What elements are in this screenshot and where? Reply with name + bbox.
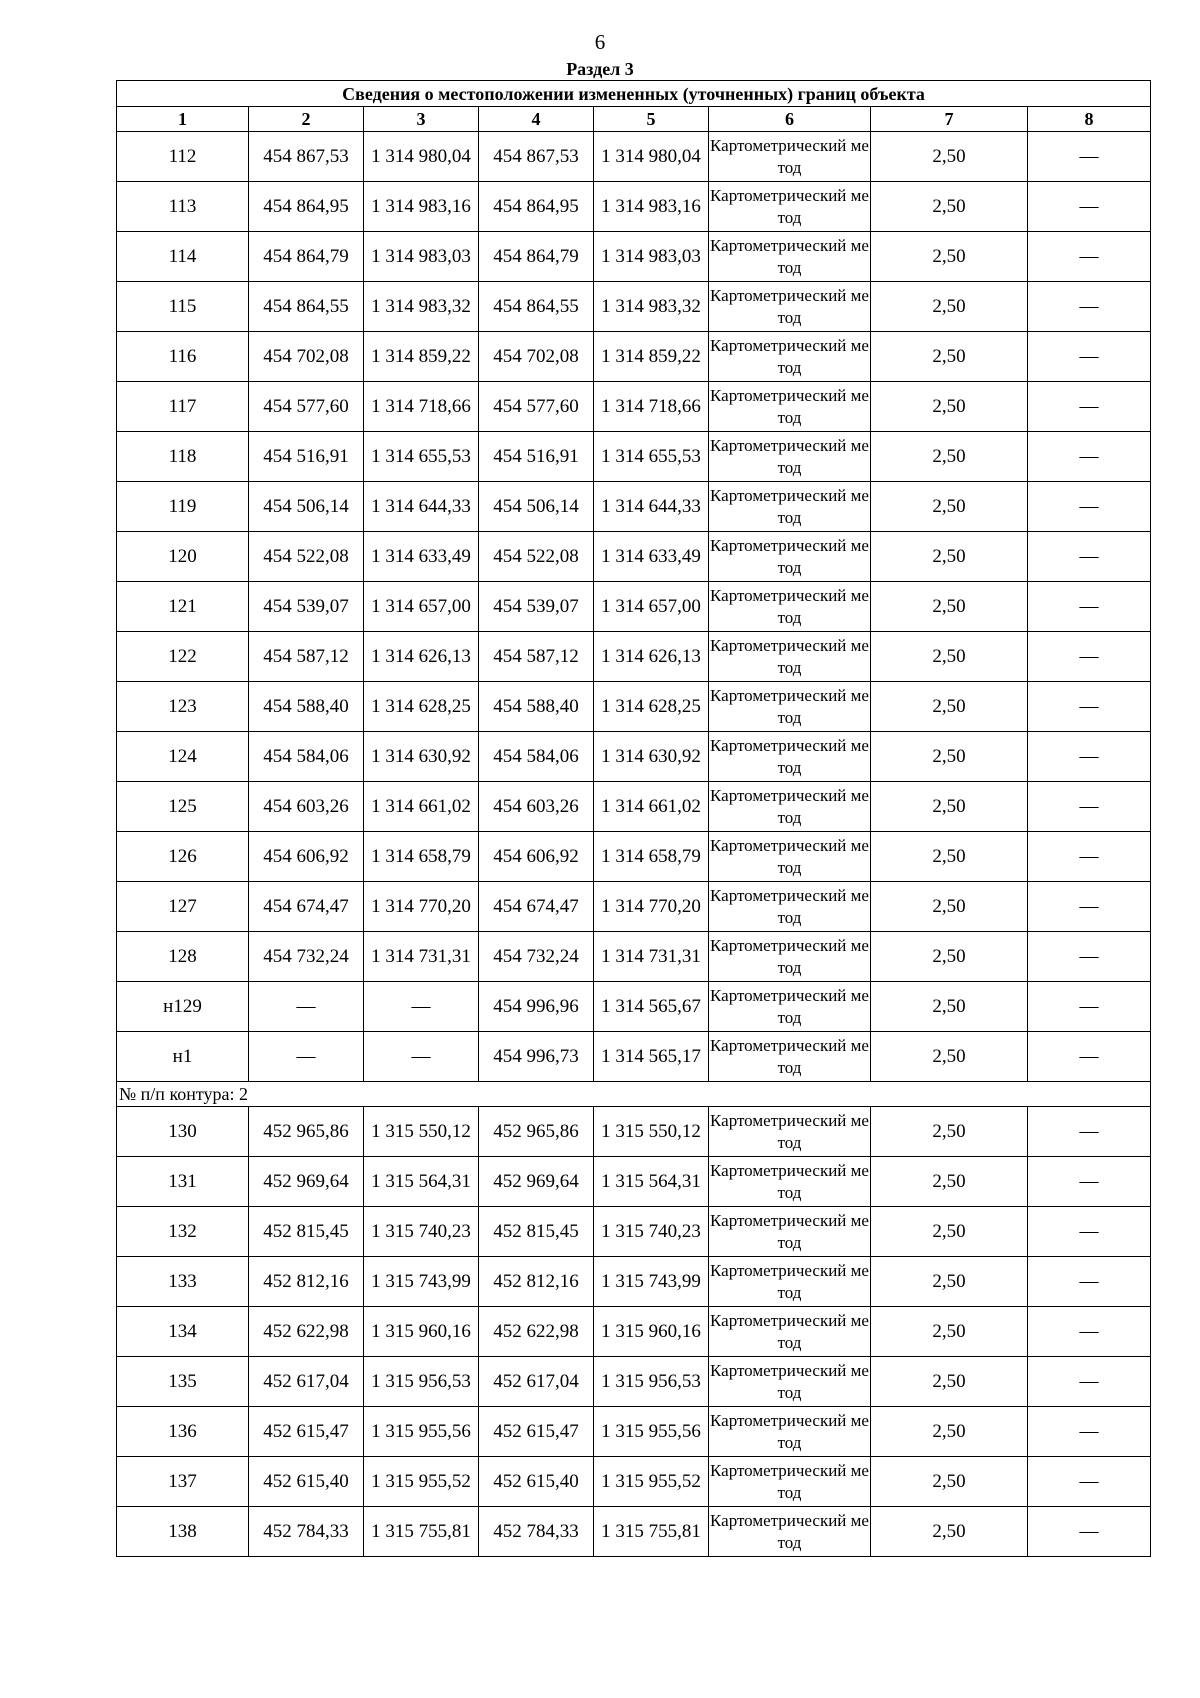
table-cell-col1: 112 <box>117 132 249 182</box>
table-cell-col3: 1 314 983,03 <box>364 232 479 282</box>
table-cell-col8: — <box>1028 1257 1151 1307</box>
table-cell-col3: 1 314 661,02 <box>364 782 479 832</box>
column-header: 3 <box>364 107 479 132</box>
table-row <box>117 782 1151 832</box>
table-cell-col7: 2,50 <box>871 1457 1028 1507</box>
table-cell-col7: 2,50 <box>871 1032 1028 1082</box>
table-row <box>117 482 1151 532</box>
table-cell-col4: 454 864,55 <box>479 282 594 332</box>
table-cell-col8: — <box>1028 482 1151 532</box>
table-cell-col7: 2,50 <box>871 1407 1028 1457</box>
table-cell-col2: 452 815,45 <box>249 1207 364 1257</box>
table-cell-col7: 2,50 <box>871 782 1028 832</box>
table-cell-col4: 452 615,47 <box>479 1407 594 1457</box>
table-cell-col1: н129 <box>117 982 249 1032</box>
table-row <box>117 1357 1151 1407</box>
table-row <box>117 1307 1151 1357</box>
table-cell-col2: 454 539,07 <box>249 582 364 632</box>
table-cell-col6: Картометрический метод <box>709 332 871 382</box>
table-cell-col6: Картометрический метод <box>709 732 871 782</box>
table-cell-col3: 1 314 630,92 <box>364 732 479 782</box>
table-cell-col3: — <box>364 1032 479 1082</box>
table-cell-col1: н1 <box>117 1032 249 1082</box>
table-cell-col3: 1 315 956,53 <box>364 1357 479 1407</box>
table-cell-col1: 135 <box>117 1357 249 1407</box>
table-cell-col2: 452 617,04 <box>249 1357 364 1407</box>
table-cell-col8: — <box>1028 282 1151 332</box>
table-cell-col1: 113 <box>117 182 249 232</box>
table-cell-col8: — <box>1028 1307 1151 1357</box>
table-cell-col6: Картометрический метод <box>709 682 871 732</box>
table-cell-col6: Картометрический метод <box>709 1407 871 1457</box>
table-cell-col2: 452 615,47 <box>249 1407 364 1457</box>
table-cell-col7: 2,50 <box>871 1257 1028 1307</box>
table-cell-col3: 1 314 657,00 <box>364 582 479 632</box>
table-cell-col7: 2,50 <box>871 932 1028 982</box>
table-row <box>117 882 1151 932</box>
table-cell-col8: — <box>1028 682 1151 732</box>
table-cell-col6: Картометрический метод <box>709 882 871 932</box>
table-cell-col5: 1 315 740,23 <box>594 1207 709 1257</box>
table-cell-col6: Картометрический метод <box>709 382 871 432</box>
table-cell-col7: 2,50 <box>871 882 1028 932</box>
column-header: 1 <box>117 107 249 132</box>
table-cell-col5: 1 314 644,33 <box>594 482 709 532</box>
table-cell-col4: 454 996,96 <box>479 982 594 1032</box>
table-cell-col8: — <box>1028 932 1151 982</box>
table-row <box>117 932 1151 982</box>
table-cell-col2: 454 864,95 <box>249 182 364 232</box>
table-cell-col8: — <box>1028 1507 1151 1557</box>
table-cell-col8: — <box>1028 1357 1151 1407</box>
table-cell-col7: 2,50 <box>871 682 1028 732</box>
table-cell-col5: 1 314 983,03 <box>594 232 709 282</box>
table-cell-col3: 1 314 626,13 <box>364 632 479 682</box>
table-cell-col7: 2,50 <box>871 382 1028 432</box>
table-cell-col5: 1 314 626,13 <box>594 632 709 682</box>
table-cell-col4: 454 996,73 <box>479 1032 594 1082</box>
table-cell-col6: Картометрический метод <box>709 1032 871 1082</box>
table-cell-col6: Картометрический метод <box>709 1257 871 1307</box>
table-cell-col5: 1 314 630,92 <box>594 732 709 782</box>
column-header: 5 <box>594 107 709 132</box>
table-cell-col8: — <box>1028 132 1151 182</box>
table-cell-col3: 1 314 633,49 <box>364 532 479 582</box>
table-cell-col2: 454 522,08 <box>249 532 364 582</box>
table-cell-col7: 2,50 <box>871 232 1028 282</box>
table-cell-col8: — <box>1028 382 1151 432</box>
table-cell-col6: Картометрический метод <box>709 632 871 682</box>
contour-label: № п/п контура: 2 <box>117 1082 1151 1107</box>
table-row <box>117 382 1151 432</box>
table-cell-col8: — <box>1028 1032 1151 1082</box>
table-cell-col6: Картометрический метод <box>709 982 871 1032</box>
section-title: Раздел 3 <box>566 59 634 79</box>
column-header-row <box>117 107 1151 132</box>
table-cell-col1: 137 <box>117 1457 249 1507</box>
table-cell-col1: 134 <box>117 1307 249 1357</box>
table-row <box>117 232 1151 282</box>
table-cell-col8: — <box>1028 832 1151 882</box>
table-cell-col4: 452 615,40 <box>479 1457 594 1507</box>
table-cell-col6: Картометрический метод <box>709 582 871 632</box>
table-title: Сведения о местоположении измененных (уточненных) границ объекта <box>117 81 1151 107</box>
table-cell-col8: — <box>1028 532 1151 582</box>
table-cell-col7: 2,50 <box>871 532 1028 582</box>
table-cell-col7: 2,50 <box>871 282 1028 332</box>
table-cell-col8: — <box>1028 982 1151 1032</box>
table-cell-col4: 454 603,26 <box>479 782 594 832</box>
table-cell-col4: 454 539,07 <box>479 582 594 632</box>
table-cell-col3: 1 314 718,66 <box>364 382 479 432</box>
table-row <box>117 682 1151 732</box>
table-row <box>117 332 1151 382</box>
table-cell-col5: 1 314 718,66 <box>594 382 709 432</box>
table-row <box>117 1207 1151 1257</box>
table-cell-col8: — <box>1028 632 1151 682</box>
table-cell-col4: 452 812,16 <box>479 1257 594 1307</box>
table-cell-col2: 454 588,40 <box>249 682 364 732</box>
table-cell-col1: 119 <box>117 482 249 532</box>
table-cell-col1: 133 <box>117 1257 249 1307</box>
table-cell-col7: 2,50 <box>871 332 1028 382</box>
boundary-coordinates-table <box>116 80 1151 1557</box>
table-cell-col6: Картометрический метод <box>709 182 871 232</box>
table-cell-col3: 1 315 955,52 <box>364 1457 479 1507</box>
table-cell-col3: 1 314 983,16 <box>364 182 479 232</box>
table-cell-col1: 136 <box>117 1407 249 1457</box>
table-row <box>117 582 1151 632</box>
table-cell-col2: 454 606,92 <box>249 832 364 882</box>
table-cell-col1: 126 <box>117 832 249 882</box>
table-row <box>117 632 1151 682</box>
table-cell-col2: — <box>249 1032 364 1082</box>
table-cell-col5: 1 315 755,81 <box>594 1507 709 1557</box>
table-cell-col4: 454 587,12 <box>479 632 594 682</box>
table-cell-col7: 2,50 <box>871 182 1028 232</box>
table-cell-col3: 1 314 731,31 <box>364 932 479 982</box>
table-cell-col6: Картометрический метод <box>709 1107 871 1157</box>
table-cell-col5: 1 315 960,16 <box>594 1307 709 1357</box>
table-cell-col1: 128 <box>117 932 249 982</box>
table-cell-col2: 452 784,33 <box>249 1507 364 1557</box>
table-cell-col4: 454 588,40 <box>479 682 594 732</box>
table-cell-col2: — <box>249 982 364 1032</box>
table-cell-col5: 1 315 564,31 <box>594 1157 709 1207</box>
table-cell-col1: 125 <box>117 782 249 832</box>
table-cell-col3: — <box>364 982 479 1032</box>
page-number: 6 <box>594 30 606 54</box>
table-cell-col2: 454 864,55 <box>249 282 364 332</box>
table-cell-col4: 452 969,64 <box>479 1157 594 1207</box>
table-body <box>117 132 1151 1557</box>
table-row <box>117 1257 1151 1307</box>
table-cell-col2: 454 864,79 <box>249 232 364 282</box>
table-cell-col1: 130 <box>117 1107 249 1157</box>
table-cell-col2: 454 506,14 <box>249 482 364 532</box>
table-cell-col7: 2,50 <box>871 432 1028 482</box>
table-cell-col6: Картометрический метод <box>709 532 871 582</box>
table-cell-col7: 2,50 <box>871 1207 1028 1257</box>
table-cell-col5: 1 314 658,79 <box>594 832 709 882</box>
table-cell-col6: Картометрический метод <box>709 1457 871 1507</box>
table-cell-col7: 2,50 <box>871 482 1028 532</box>
table-cell-col1: 127 <box>117 882 249 932</box>
table-cell-col4: 454 506,14 <box>479 482 594 532</box>
table-cell-col4: 454 864,79 <box>479 232 594 282</box>
table-cell-col3: 1 314 658,79 <box>364 832 479 882</box>
table-cell-col2: 454 732,24 <box>249 932 364 982</box>
table-cell-col1: 118 <box>117 432 249 482</box>
table-cell-col5: 1 314 661,02 <box>594 782 709 832</box>
table-cell-col5: 1 314 655,53 <box>594 432 709 482</box>
table-cell-col3: 1 314 644,33 <box>364 482 479 532</box>
table-cell-col8: — <box>1028 332 1151 382</box>
table-cell-col8: — <box>1028 782 1151 832</box>
table-cell-col8: — <box>1028 882 1151 932</box>
table-cell-col8: — <box>1028 1207 1151 1257</box>
table-cell-col6: Картометрический метод <box>709 1207 871 1257</box>
table-cell-col4: 454 606,92 <box>479 832 594 882</box>
table-cell-col2: 452 969,64 <box>249 1157 364 1207</box>
table-cell-col6: Картометрический метод <box>709 1307 871 1357</box>
table-cell-col2: 454 702,08 <box>249 332 364 382</box>
table-cell-col4: 452 784,33 <box>479 1507 594 1557</box>
table-cell-col5: 1 314 859,22 <box>594 332 709 382</box>
table-cell-col3: 1 314 983,32 <box>364 282 479 332</box>
table-cell-col5: 1 315 743,99 <box>594 1257 709 1307</box>
table-cell-col2: 454 603,26 <box>249 782 364 832</box>
table-cell-col5: 1 314 731,31 <box>594 932 709 982</box>
table-cell-col7: 2,50 <box>871 132 1028 182</box>
table-row <box>117 432 1151 482</box>
table-cell-col4: 454 516,91 <box>479 432 594 482</box>
table-cell-col6: Картометрический метод <box>709 932 871 982</box>
table-cell-col2: 454 516,91 <box>249 432 364 482</box>
table-row <box>117 282 1151 332</box>
table-cell-col6: Картометрический метод <box>709 832 871 882</box>
table-cell-col3: 1 314 770,20 <box>364 882 479 932</box>
table-cell-col1: 122 <box>117 632 249 682</box>
table-cell-col1: 123 <box>117 682 249 732</box>
table-cell-col4: 454 867,53 <box>479 132 594 182</box>
table-cell-col1: 131 <box>117 1157 249 1207</box>
table-cell-col7: 2,50 <box>871 1507 1028 1557</box>
table-cell-col4: 452 617,04 <box>479 1357 594 1407</box>
table-row <box>117 982 1151 1032</box>
table-cell-col8: — <box>1028 432 1151 482</box>
table-cell-col5: 1 314 770,20 <box>594 882 709 932</box>
table-cell-col6: Картометрический метод <box>709 1507 871 1557</box>
table-cell-col1: 132 <box>117 1207 249 1257</box>
table-cell-col3: 1 315 550,12 <box>364 1107 479 1157</box>
table-cell-col7: 2,50 <box>871 1157 1028 1207</box>
table-cell-col6: Картометрический метод <box>709 782 871 832</box>
column-header: 8 <box>1028 107 1151 132</box>
table-row <box>117 1157 1151 1207</box>
table-row <box>117 132 1151 182</box>
table-cell-col3: 1 315 564,31 <box>364 1157 479 1207</box>
table-row <box>117 1507 1151 1557</box>
table-cell-col3: 1 315 955,56 <box>364 1407 479 1457</box>
table-cell-col3: 1 315 755,81 <box>364 1507 479 1557</box>
table-cell-col7: 2,50 <box>871 1357 1028 1407</box>
table-cell-col5: 1 314 980,04 <box>594 132 709 182</box>
table-cell-col3: 1 315 743,99 <box>364 1257 479 1307</box>
table-cell-col8: — <box>1028 1407 1151 1457</box>
table-row <box>117 732 1151 782</box>
table-cell-col3: 1 314 655,53 <box>364 432 479 482</box>
table-cell-col4: 454 732,24 <box>479 932 594 982</box>
table-cell-col3: 1 314 980,04 <box>364 132 479 182</box>
table-row <box>117 1107 1151 1157</box>
table-cell-col1: 121 <box>117 582 249 632</box>
table-cell-col1: 115 <box>117 282 249 332</box>
table-cell-col7: 2,50 <box>871 582 1028 632</box>
table-cell-col6: Картометрический метод <box>709 482 871 532</box>
table-cell-col7: 2,50 <box>871 1107 1028 1157</box>
table-cell-col4: 454 702,08 <box>479 332 594 382</box>
table-cell-col7: 2,50 <box>871 832 1028 882</box>
table-cell-col1: 116 <box>117 332 249 382</box>
table-cell-col5: 1 315 956,53 <box>594 1357 709 1407</box>
table-cell-col5: 1 315 955,52 <box>594 1457 709 1507</box>
column-header: 6 <box>709 107 871 132</box>
table-cell-col5: 1 314 628,25 <box>594 682 709 732</box>
table-row <box>117 1032 1151 1082</box>
column-header: 7 <box>871 107 1028 132</box>
table-cell-col2: 454 587,12 <box>249 632 364 682</box>
table-cell-col8: — <box>1028 1157 1151 1207</box>
table-cell-col3: 1 315 740,23 <box>364 1207 479 1257</box>
table-row <box>117 1457 1151 1507</box>
contour-row <box>117 1082 1151 1107</box>
table-cell-col4: 452 815,45 <box>479 1207 594 1257</box>
table-row <box>117 532 1151 582</box>
table-cell-col5: 1 314 983,32 <box>594 282 709 332</box>
table-cell-col8: — <box>1028 1457 1151 1507</box>
table-cell-col7: 2,50 <box>871 632 1028 682</box>
table-cell-col2: 454 577,60 <box>249 382 364 432</box>
table-cell-col1: 114 <box>117 232 249 282</box>
table-cell-col5: 1 314 983,16 <box>594 182 709 232</box>
table-cell-col6: Картометрический метод <box>709 1157 871 1207</box>
table-cell-col5: 1 314 657,00 <box>594 582 709 632</box>
table-cell-col2: 452 615,40 <box>249 1457 364 1507</box>
table-cell-col2: 452 622,98 <box>249 1307 364 1357</box>
table-cell-col6: Картометрический метод <box>709 282 871 332</box>
table-cell-col6: Картометрический метод <box>709 432 871 482</box>
table-cell-col6: Картометрический метод <box>709 132 871 182</box>
column-header: 2 <box>249 107 364 132</box>
table-cell-col3: 1 314 859,22 <box>364 332 479 382</box>
table-cell-col8: — <box>1028 732 1151 782</box>
table-cell-col7: 2,50 <box>871 732 1028 782</box>
table-cell-col7: 2,50 <box>871 982 1028 1032</box>
table-cell-col5: 1 314 565,67 <box>594 982 709 1032</box>
table-cell-col2: 452 812,16 <box>249 1257 364 1307</box>
table-row <box>117 182 1151 232</box>
table-cell-col5: 1 315 955,56 <box>594 1407 709 1457</box>
table-cell-col1: 120 <box>117 532 249 582</box>
table-cell-col2: 452 965,86 <box>249 1107 364 1157</box>
table-cell-col4: 454 584,06 <box>479 732 594 782</box>
table-cell-col8: — <box>1028 1107 1151 1157</box>
table-cell-col4: 454 674,47 <box>479 882 594 932</box>
table-cell-col5: 1 314 633,49 <box>594 532 709 582</box>
table-cell-col4: 454 864,95 <box>479 182 594 232</box>
table-cell-col4: 454 577,60 <box>479 382 594 432</box>
table-cell-col5: 1 315 550,12 <box>594 1107 709 1157</box>
table-cell-col1: 124 <box>117 732 249 782</box>
table-cell-col2: 454 867,53 <box>249 132 364 182</box>
table-cell-col4: 454 522,08 <box>479 532 594 582</box>
table-cell-col3: 1 314 628,25 <box>364 682 479 732</box>
table-cell-col6: Картометрический метод <box>709 232 871 282</box>
table-cell-col2: 454 674,47 <box>249 882 364 932</box>
table-cell-col8: — <box>1028 232 1151 282</box>
table-cell-col8: — <box>1028 582 1151 632</box>
table-row <box>117 832 1151 882</box>
table-cell-col8: — <box>1028 182 1151 232</box>
table-row <box>117 1407 1151 1457</box>
column-header: 4 <box>479 107 594 132</box>
table-cell-col4: 452 622,98 <box>479 1307 594 1357</box>
table-cell-col1: 138 <box>117 1507 249 1557</box>
table-cell-col7: 2,50 <box>871 1307 1028 1357</box>
table-cell-col1: 117 <box>117 382 249 432</box>
table-cell-col6: Картометрический метод <box>709 1357 871 1407</box>
table-cell-col5: 1 314 565,17 <box>594 1032 709 1082</box>
table-cell-col2: 454 584,06 <box>249 732 364 782</box>
table-cell-col4: 452 965,86 <box>479 1107 594 1157</box>
table-cell-col3: 1 315 960,16 <box>364 1307 479 1357</box>
